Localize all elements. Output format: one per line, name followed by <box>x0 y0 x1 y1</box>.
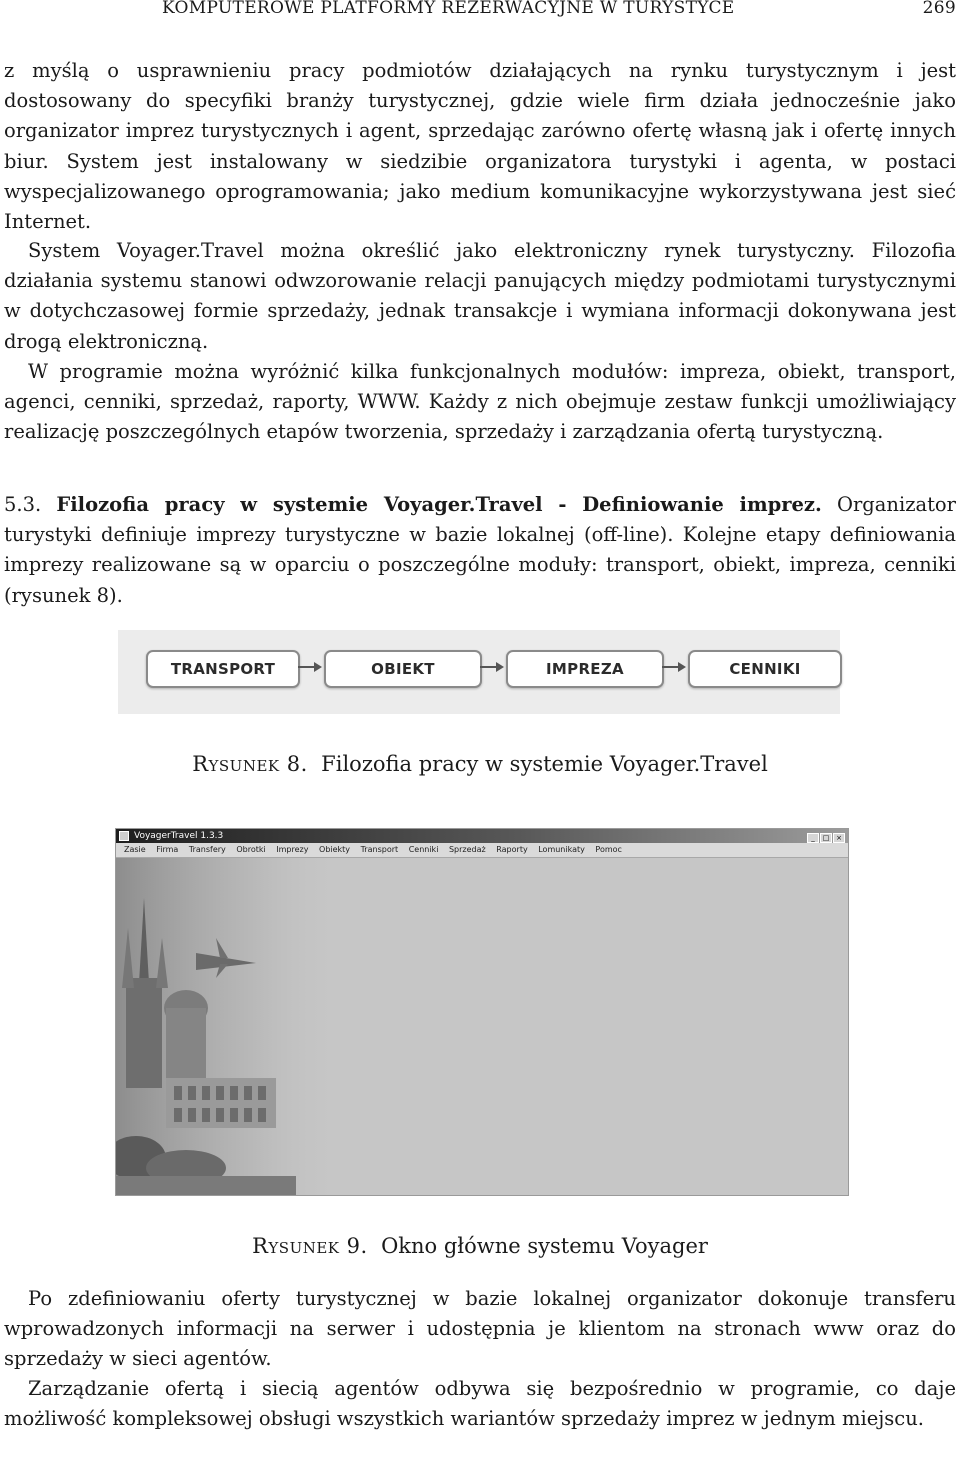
window-titlebar <box>116 829 848 843</box>
section-body: Organizator turystyki definiuje imprezy turystyczne w bazie lokalnej (off-line). Kolejne etapy definiowania imprezy realizowane są w oparciu o poszczególne moduły: transport, obiekt, impreza, cenniki (rysunek 8). <box>4 493 956 607</box>
maximize-icon: □ <box>820 833 832 843</box>
module-transport: TRANSPORT <box>146 650 300 688</box>
menu-item: Zasie <box>124 845 146 854</box>
menu-item: Transfery <box>188 845 226 854</box>
section-paragraph <box>4 490 956 611</box>
menu-item: Sprzedaż <box>448 845 486 854</box>
minimize-icon: _ <box>807 833 819 843</box>
arrow-icon <box>298 660 322 674</box>
section-number: 5.3. <box>4 493 42 516</box>
window-workspace <box>116 858 848 1195</box>
paragraph-2: System Voyager.Travel można określić jako elektroniczny rynek turystyczny. Filozofia działania systemu stanowi odwzorowanie relacji panujących między podmiotami turystycznymi w dotychczasowej formie sprzedaży, jednak transakcje i wymiana informacji dokonywana jest drogą elektroniczną. <box>4 239 956 353</box>
paragraph-1: z myślą o usprawnieniu pracy podmiotów działających na rynku turystycznym i jest dostosowany do specyfiki branży turystycznej, gdzie wiele firm działa jednocześnie jako organizator imprez turystycznych i agent, sprzedając zarówno ofertę własną jak i ofertę innych biur. System jest instalowany w siedzibie organizatora turystyki i agenta, w postaci wyspecjalizowanego oprogramowania; jako medium komunikacyjne wykorzystywana jest sieć Internet. <box>4 59 956 234</box>
menu-item: Cenniki <box>408 845 439 854</box>
close-icon: × <box>833 833 845 843</box>
window-menubar <box>116 843 848 858</box>
app-icon <box>119 831 129 841</box>
collage-picture <box>116 858 346 1195</box>
figure-9-caption <box>0 1234 960 1258</box>
running-title: KOMPUTEROWE PLATFORMY REZERWACYJNE W TURYSTYCE <box>162 0 735 18</box>
menu-item: Pomoc <box>595 845 622 854</box>
figure-9-screenshot <box>115 828 849 1196</box>
module-impreza: IMPREZA <box>506 650 664 688</box>
menu-item: Obrotki <box>236 845 266 854</box>
running-header <box>0 0 960 20</box>
page-number: 269 <box>922 0 956 18</box>
caption-label: Rysunek 9. <box>252 1234 368 1258</box>
menu-item: Imprezy <box>276 845 309 854</box>
figure-8-module-flow <box>118 630 840 714</box>
menu-item: Obiekty <box>319 845 351 854</box>
module-cenniki: CENNIKI <box>688 650 842 688</box>
figure-8-caption <box>0 752 960 776</box>
section-title: Filozofia pracy w systemie Voyager.Travel - Definiowanie imprez. <box>56 493 822 516</box>
arrow-icon <box>480 660 504 674</box>
menu-item: Lomunikaty <box>538 845 585 854</box>
menu-item: Firma <box>156 845 179 854</box>
arrow-icon <box>662 660 686 674</box>
menu-item: Raporty <box>496 845 528 854</box>
menu-item: Transport <box>360 845 399 854</box>
window-title: VoyagerTravel 1.3.3 <box>134 831 224 841</box>
paragraph-3: W programie można wyróżnić kilka funkcjonalnych modułów: impreza, obiekt, transport, agenci, cenniki, sprzedaż, raporty, WWW. Każdy z nich obejmuje zestaw funkcji umożliwiający realizację poszczególnych etapów tworzenia, sprzedaży i zarządzania ofertą turystyczną. <box>4 360 956 444</box>
paragraph-6: Zarządzanie ofertą i siecią agentów odbywa się bezpośrednio w programie, co daje możliwość kompleksowej obsługi wszystkich wariantów sprzedaży imprez w jednym miejscu. <box>4 1377 956 1431</box>
caption-label: Rysunek 8. <box>192 752 308 776</box>
caption-text: Filozofia pracy w systemie Voyager.Travel <box>321 752 768 776</box>
paragraph-5: Po zdefiniowaniu oferty turystycznej w bazie lokalnej organizator dokonuje transferu wprowadzonych informacji na serwer i udostępnia je klientom na stronach www oraz do sprzedaży w sieci agentów. <box>4 1287 956 1371</box>
module-obiekt: OBIEKT <box>324 650 482 688</box>
caption-text: Okno główne systemu Voyager <box>381 1234 708 1258</box>
